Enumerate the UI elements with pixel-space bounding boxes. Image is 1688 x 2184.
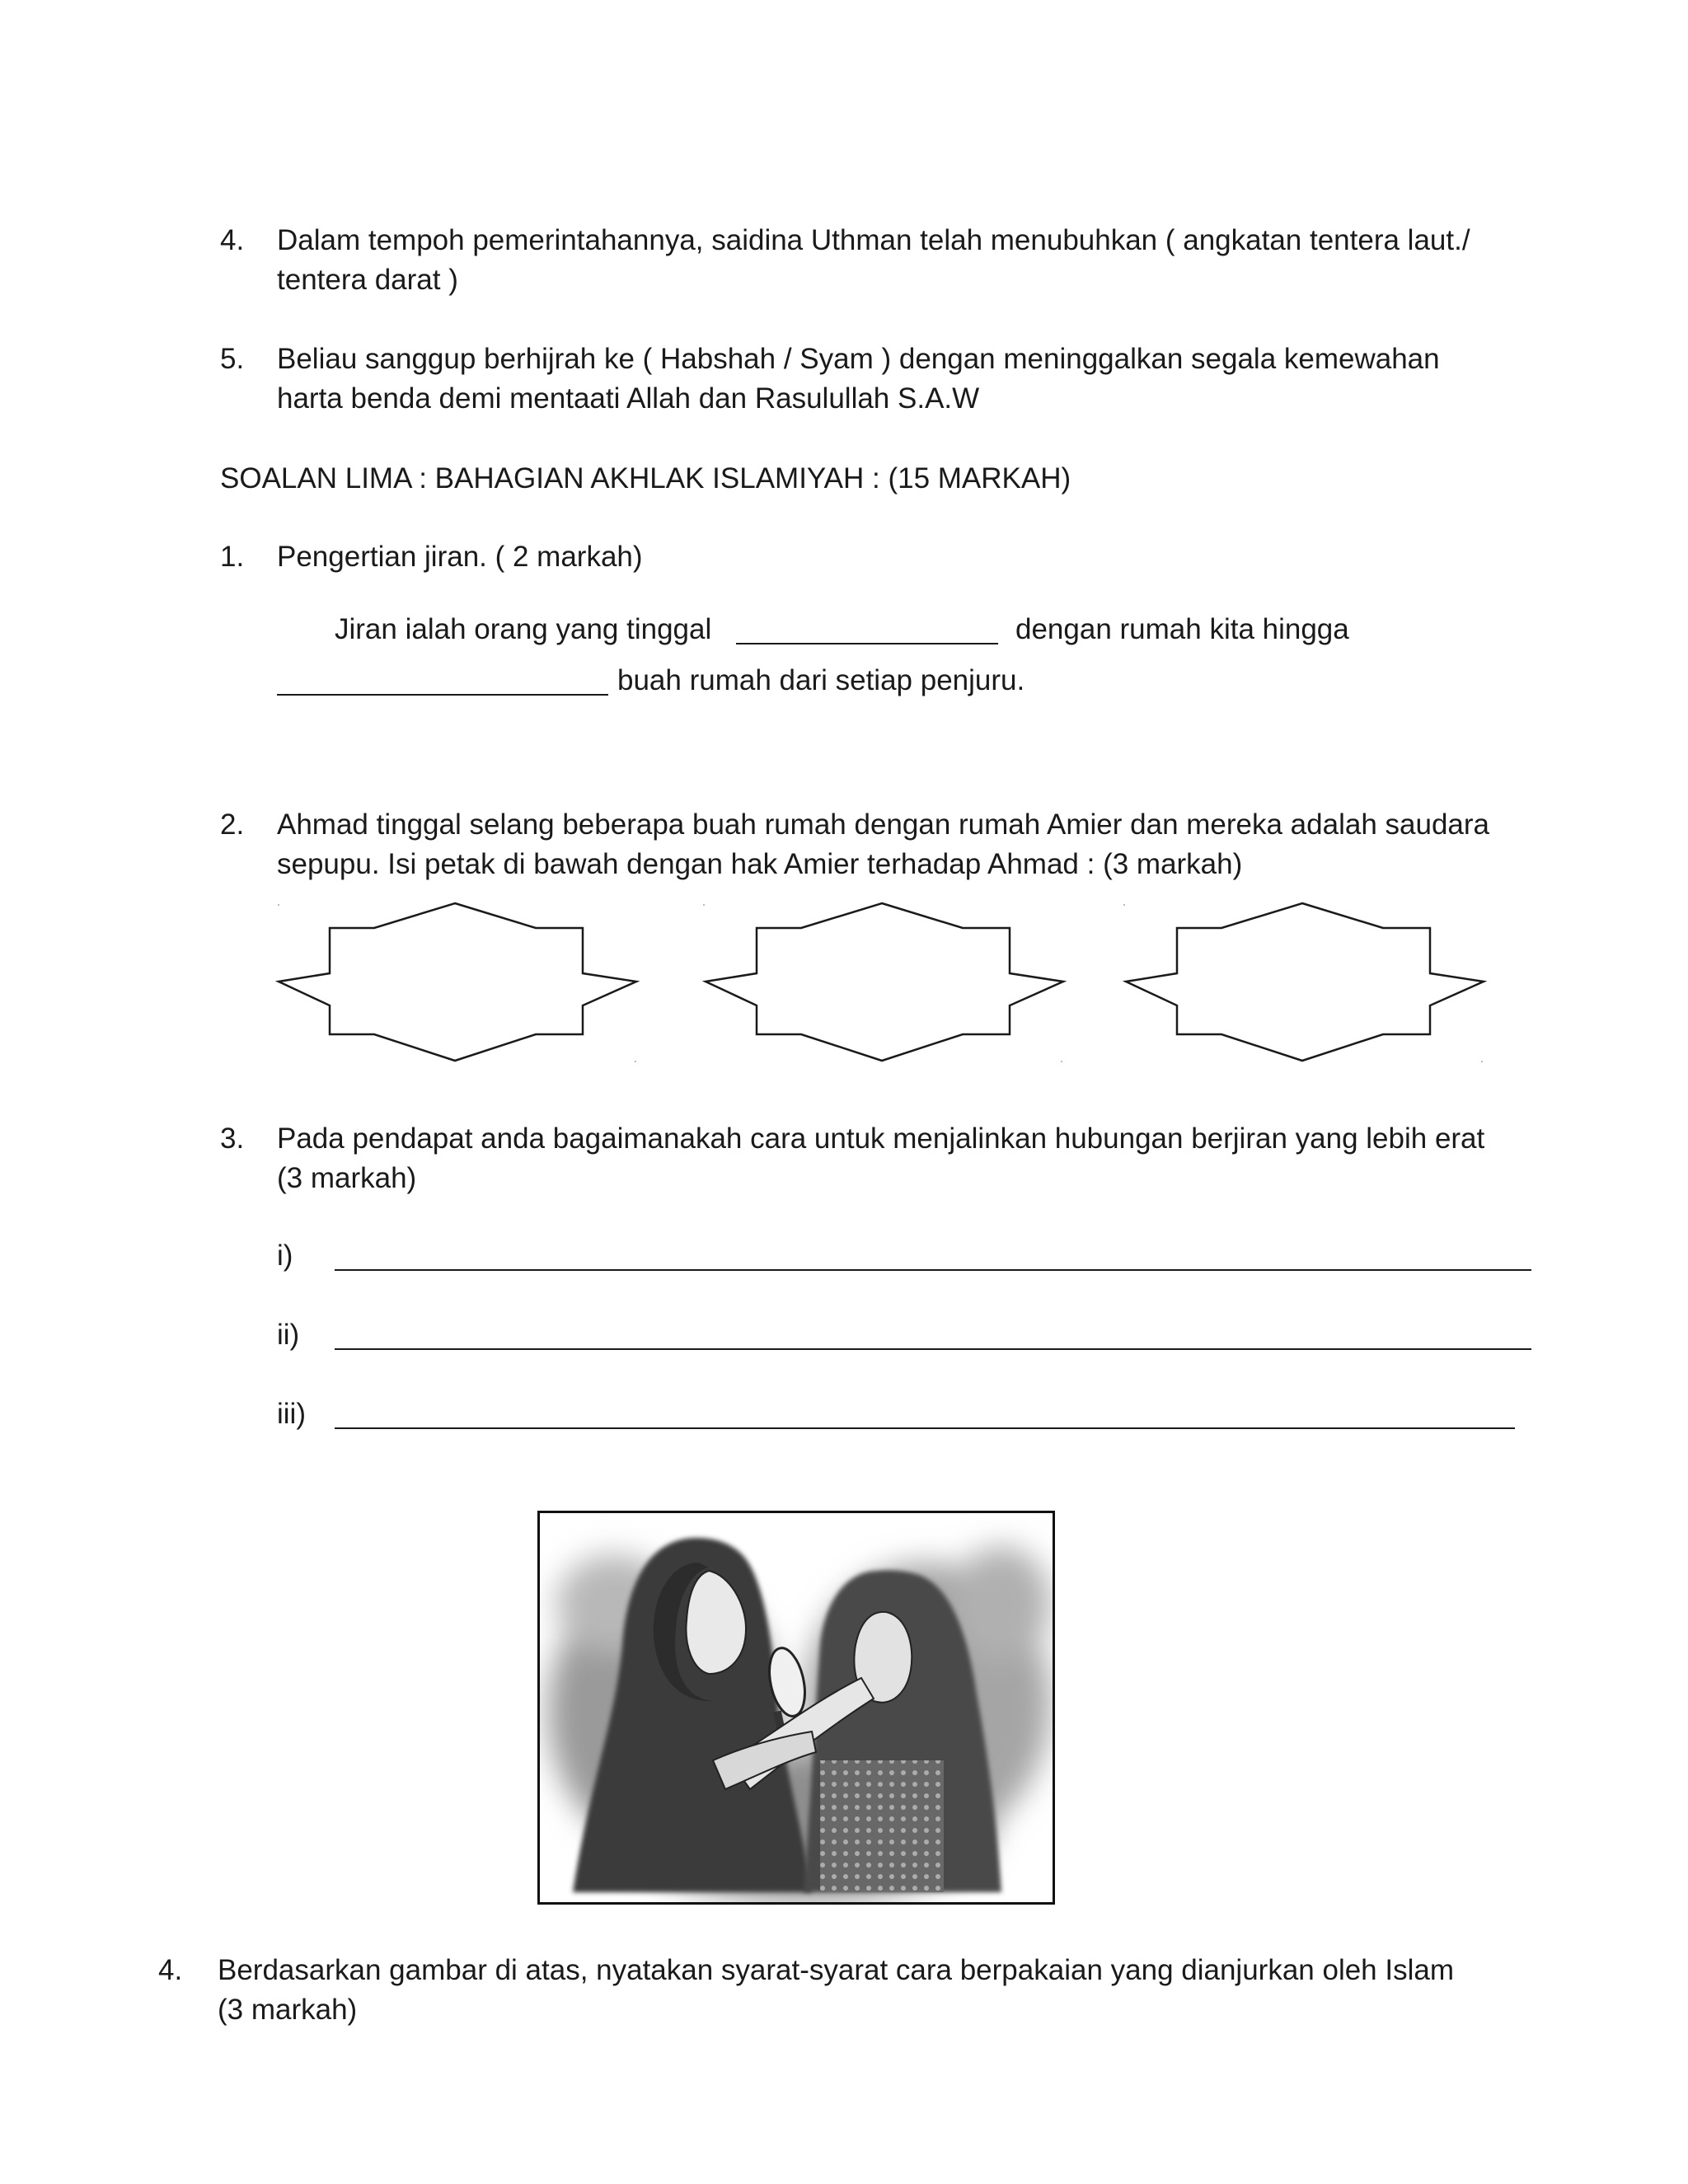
star-answer-box[interactable] bbox=[1119, 898, 1490, 1071]
section-heading: SOALAN LIMA : BAHAGIAN AKHLAK ISLAMIYAH : (15 MARKAH) bbox=[220, 462, 1071, 494]
speck bbox=[1123, 904, 1125, 906]
question-number: 4. bbox=[220, 224, 245, 256]
fill-text: Jiran ialah orang yang tinggal bbox=[335, 613, 712, 645]
question-text: (3 markah) bbox=[218, 1994, 358, 2026]
question-number: 4. bbox=[158, 1954, 183, 1986]
question-number: 1. bbox=[220, 541, 245, 573]
speck bbox=[703, 904, 705, 906]
question-text: Beliau sanggup berhijrah ke ( Habshah / Syam ) dengan meninggalkan segala kemewahan bbox=[277, 343, 1440, 375]
question-number: 5. bbox=[220, 343, 245, 375]
question-number: 2. bbox=[220, 808, 245, 841]
question-text: Pengertian jiran. ( 2 markah) bbox=[277, 541, 643, 573]
speck bbox=[278, 904, 279, 906]
question-number: 3. bbox=[220, 1122, 245, 1155]
answer-label: i) bbox=[277, 1240, 293, 1272]
question-text: Ahmad tinggal selang beberapa buah rumah dengan rumah Amier dan mereka adalah saudara bbox=[277, 808, 1489, 841]
star-answer-box[interactable] bbox=[272, 898, 643, 1071]
answer-line[interactable] bbox=[335, 1427, 1515, 1429]
answer-line[interactable] bbox=[335, 1348, 1531, 1350]
question-text: Pada pendapat anda bagaimanakah cara untuk menjalinkan hubungan berjiran yang lebih erat bbox=[277, 1122, 1485, 1155]
question-text: tentera darat ) bbox=[277, 264, 458, 296]
answer-blank[interactable] bbox=[277, 694, 608, 696]
fill-text: dengan rumah kita hingga bbox=[1015, 613, 1349, 645]
speck bbox=[1481, 1061, 1483, 1062]
answer-line[interactable] bbox=[335, 1269, 1531, 1271]
fill-text: buah rumah dari setiap penjuru. bbox=[617, 664, 1025, 696]
question-text: (3 markah) bbox=[277, 1162, 417, 1194]
illustration-frame bbox=[537, 1511, 1055, 1905]
speck bbox=[635, 1061, 636, 1062]
answer-label: iii) bbox=[277, 1398, 306, 1430]
answer-label: ii) bbox=[277, 1319, 300, 1351]
question-text: sepupu. Isi petak di bawah dengan hak Amier terhadap Ahmad : (3 markah) bbox=[277, 848, 1243, 880]
question-text: Berdasarkan gambar di atas, nyatakan syarat-syarat cara berpakaian yang dianjurkan oleh Islam bbox=[218, 1954, 1454, 1986]
question-text: harta benda demi mentaati Allah dan Rasulullah S.A.W bbox=[277, 382, 980, 415]
question-text: Dalam tempoh pemerintahannya, saidina Uthman telah menubuhkan ( angkatan tentera laut./ bbox=[277, 224, 1470, 256]
star-answer-box[interactable] bbox=[699, 898, 1070, 1071]
speck bbox=[1061, 1061, 1062, 1062]
illustration-women-mirror bbox=[540, 1513, 1053, 1902]
answer-blank[interactable] bbox=[736, 643, 998, 644]
